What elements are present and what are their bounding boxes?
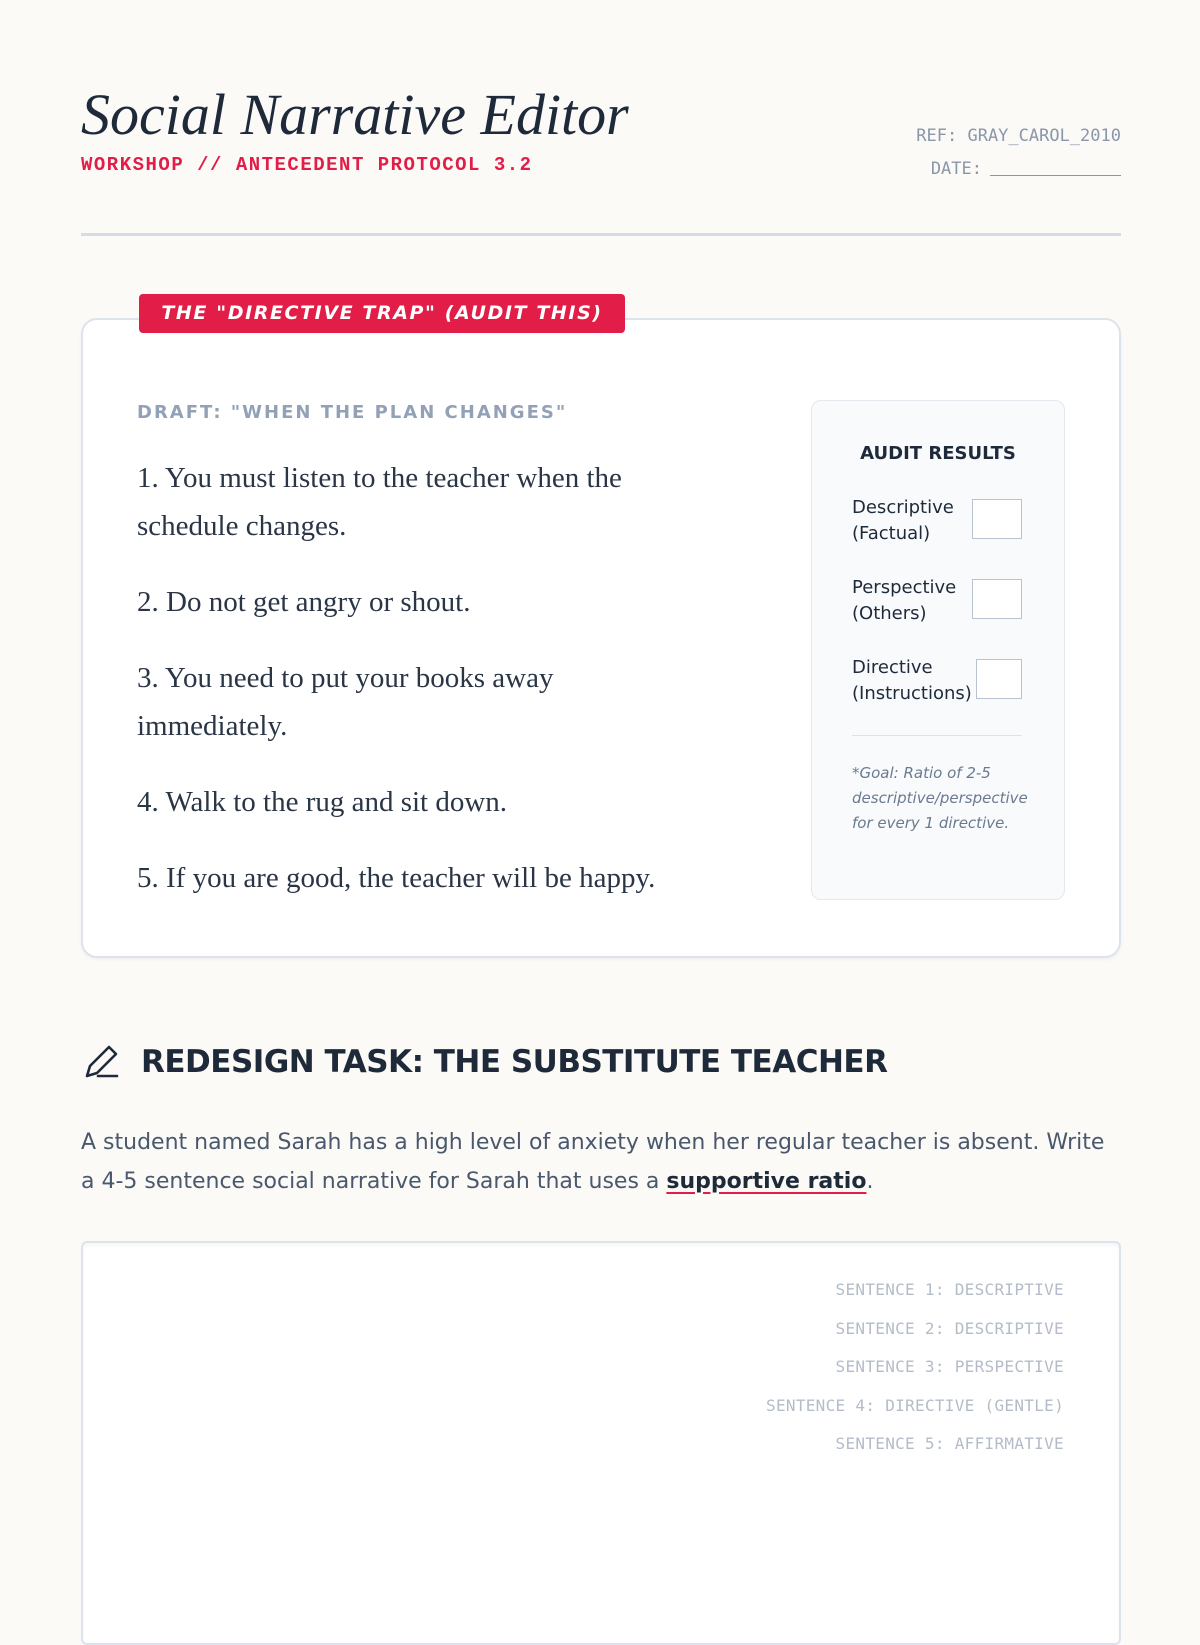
audit-row-label (852, 575, 956, 627)
draft-sentence-list (137, 454, 697, 930)
descriptive-count-box[interactable] (972, 499, 1022, 539)
audit-row-perspective (852, 575, 1022, 625)
audit-row-label-line: (Others) (852, 603, 927, 624)
audit-results-panel (811, 400, 1065, 900)
audit-row-label-line: Perspective (852, 577, 957, 598)
redesign-task-title: REDESIGN TASK: THE SUBSTITUTE TEACHER (141, 1044, 888, 1080)
audit-divider (852, 735, 1022, 736)
directive-trap-card (81, 302, 1121, 958)
draft-label: DRAFT: "WHEN THE PLAN CHANGES" (137, 402, 568, 423)
supportive-ratio-link[interactable]: supportive ratio (666, 1169, 867, 1194)
audit-row-directive (852, 655, 1022, 705)
sentence-guide: SENTENCE 5: AFFIRMATIVE (835, 1434, 1064, 1453)
directive-trap-badge: THE "DIRECTIVE TRAP" (AUDIT THIS) (139, 294, 625, 333)
redesign-task-heading (81, 1040, 1121, 1088)
perspective-count-box[interactable] (972, 579, 1022, 619)
draft-sentence: 1. You must listen to the teacher when the schedule changes. (137, 462, 622, 542)
audit-row-label (852, 495, 954, 547)
task-prompt-text: A student named Sarah has a high level of anxiety when her regular teacher is absent. Write a 4-5 sentence social narrative for Sarah that uses a (81, 1130, 1105, 1194)
draft-sentence: 3. You need to put your books away immediately. (137, 662, 554, 742)
sentence-guide: SENTENCE 3: PERSPECTIVE (835, 1357, 1064, 1376)
audit-row-label-line: (Factual) (852, 523, 931, 544)
date-row (916, 153, 1121, 186)
page-subtitle: WORKSHOP // ANTECEDENT PROTOCOL 3.2 (81, 154, 533, 176)
page-title: Social Narrative Editor (81, 82, 629, 147)
header-divider (81, 233, 1121, 236)
audit-row-label-line: (Instructions) (852, 683, 972, 704)
draft-sentence: 4. Walk to the rug and sit down. (137, 786, 508, 818)
audit-row-label (852, 655, 972, 707)
draft-sentence: 5. If you are good, the teacher will be happy. (137, 862, 656, 894)
draft-sentence: 2. Do not get angry or shout. (137, 586, 471, 618)
audit-results-title: AUDIT RESULTS (860, 443, 1016, 464)
sentence-guide-list (766, 1271, 1064, 1464)
narrative-writing-area[interactable] (81, 1241, 1121, 1645)
meta-block (916, 120, 1121, 186)
sentence-guide: SENTENCE 4: DIRECTIVE (GENTLE) (766, 1395, 1064, 1415)
ref-label: REF: GRAY_CAROL_2010 (916, 126, 1121, 146)
date-label: DATE: (930, 159, 982, 179)
task-prompt (81, 1123, 1121, 1201)
audit-row-label-line: Descriptive (852, 497, 954, 518)
directive-count-box[interactable] (976, 659, 1022, 699)
pencil-icon (81, 1042, 121, 1082)
sentence-guide: SENTENCE 1: DESCRIPTIVE (835, 1280, 1064, 1299)
audit-row-descriptive (852, 495, 1022, 545)
audit-goal-note: *Goal: Ratio of 2-5 descriptive/perspective for every 1 directive. (852, 764, 1028, 832)
audit-row-label-line: Directive (852, 657, 933, 678)
sentence-guide: SENTENCE 2: DESCRIPTIVE (835, 1318, 1064, 1338)
task-prompt-end: . (866, 1169, 874, 1194)
date-field[interactable] (990, 155, 1121, 176)
